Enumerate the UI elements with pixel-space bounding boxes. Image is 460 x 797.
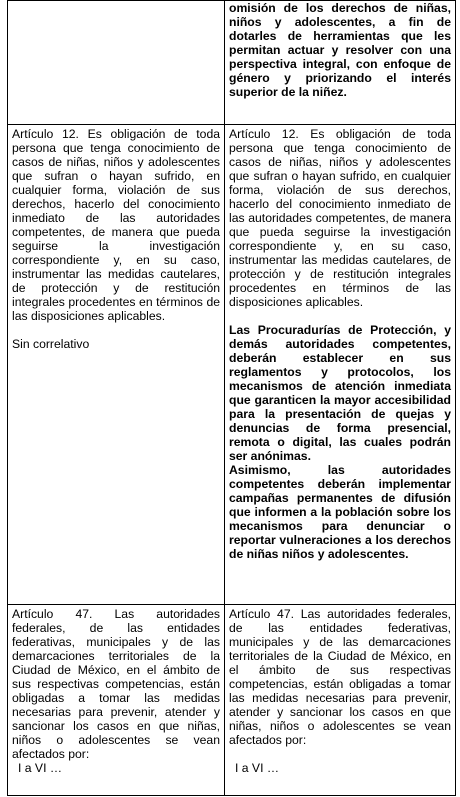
current-text-cell: [8, 125, 225, 605]
current-paragraph: I a VI …: [18, 761, 63, 775]
proposed-paragraph: omisión de los derechos de niñas, niños y adolescentes, a fin de dotarles de herramientas que les permitan actuar y resolver con una perspectiva integral, con enfoque de género y priorizando el interés superior de la niñez.: [229, 1, 451, 99]
table-row: [8, 1, 456, 125]
proposed-paragraph: Las Procuradurías de Protección, y demás autoridades competentes, deberán establecer en sus reglamentos y protocolos, los mecanismos de atención inmediata que garanticen la mayor accesibilidad para la presentación de quejas y denuncias de forma presencial, remota o digital, las cuales podrán ser anónimas.: [229, 323, 451, 463]
current-text-cell: [8, 1, 225, 125]
proposed-text-cell: [225, 125, 456, 605]
proposed-text-cell: [225, 605, 456, 796]
current-paragraph: Artículo 12. Es obligación de toda persona que tenga conocimiento de casos de niñas, niños y adolescentes que sufran o hayan sufrido, en cualquier forma, violación de sus derechos, hacerlo del conocimiento inmediato de las autoridades competentes, de manera que pueda seguirse la investigación correspondiente y, en su caso, instrumentar las medidas cautelares, de protección y de restitución integrales procedentes en términos de las disposiciones aplicables.: [12, 127, 220, 323]
proposed-paragraph: Artículo 12. Es obligación de toda persona que tenga conocimiento de casos de niñas, niños y adolescentes que sufran o hayan sufrido, en cualquier forma, violación de sus derechos, hacerlo del conocimiento inmediato de las autoridades competentes, de manera que pueda seguirse la investigación correspondiente y, en su caso, instrumentar las medidas cautelares, de protección y de restitución integrales procedentes en términos de las disposiciones aplicables.: [229, 127, 451, 309]
current-paragraph: Artículo 47. Las autoridades federales, de las entidades federativas, municipales y de las demarcaciones territoriales de la Ciudad de México, en el ámbito de sus respectivas competencias, están obligadas a tomar las medidas necesarias para prevenir, atender y sancionar los casos en que niñas, niños o adolescentes se vean afectados por:: [12, 607, 220, 761]
proposed-text-cell: [225, 1, 456, 125]
proposed-paragraph: Asimismo, las autoridades competentes deberán implementar campañas permanentes de difusión que informen a la población sobre los mecanismos para denunciar o reportar vulneraciones a los derechos de niñas niños y adolescentes.: [229, 463, 451, 561]
proposed-paragraph: I a VI …: [235, 761, 280, 775]
table-row: [8, 605, 456, 796]
proposed-paragraph: Artículo 47. Las autoridades federales, de las entidades federativas, municipales y de las demarcaciones territoriales de la Ciudad de México, en el ámbito de sus respectivas competencias, están obligadas a tomar las medidas necesarias para prevenir, atender y sancionar los casos en que niñas, niños o adolescentes se vean afectados por:: [229, 607, 451, 747]
current-paragraph: Sin correlativo: [12, 337, 90, 351]
current-text-cell: [8, 605, 225, 796]
comparison-table: [7, 0, 456, 796]
table-row: [8, 125, 456, 605]
